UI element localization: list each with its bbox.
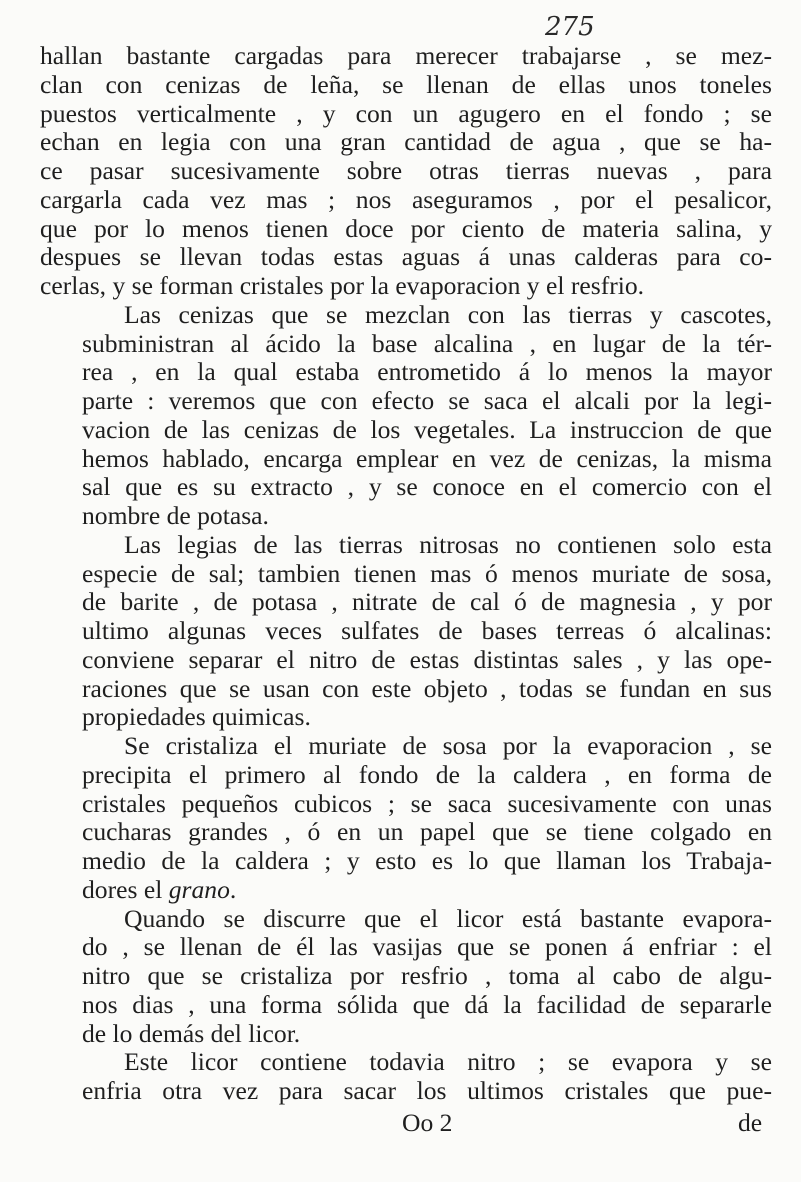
paragraph [40, 732, 772, 905]
text-line: puestos verticalmente , y con un agugero en el fondo ; se [40, 98, 772, 128]
text-line: do , se llenan de él las vasijas que se ponen á enfriar : el [82, 932, 772, 962]
text-line: cargarla cada vez mas ; nos aseguramos , por el pesalicor, [40, 184, 772, 214]
text-line: sal que es su extracto , y se conoce en el comercio con el [82, 472, 772, 502]
paragraph [40, 905, 772, 1049]
text-line: cerlas, y se forman cristales por la evaporacion y el resfrio. [40, 271, 645, 300]
text-line: de lo demás del licor. [82, 1018, 301, 1048]
text-line: cristales pequeños cubicos ; se saca sucesivamente con unas [82, 788, 772, 818]
paragraph [40, 301, 772, 531]
catchword: de [738, 1108, 763, 1137]
text-line: Se cristaliza el muriate de sosa por la evaporacion , se [124, 731, 772, 760]
signature-mark: Oo 2 [402, 1108, 453, 1137]
text-line: parte : veremos que con efecto se saca el alcali por la legi- [82, 386, 772, 415]
text-line: nitro que se cristaliza por resfrio , toma al cabo de algu- [82, 961, 772, 990]
italic-term: grano [168, 874, 230, 904]
text-line: nos dias , una forma sólida que dá la facilidad de separarle [82, 989, 772, 1019]
text-line: vacion de las cenizas de los vegetales. La instruccion de que [82, 414, 772, 444]
text-line: nombre de potasa. [82, 501, 269, 530]
text-line: de barite , de potasa , nitrate de cal ó de magnesia , y por [82, 587, 772, 617]
text-line: hallan bastante cargadas para merecer trabajarse , se mez- [40, 41, 772, 70]
text-line: que por lo menos tienen doce por ciento de materia salina, y [40, 213, 772, 243]
text-line: echan en legia con una gran cantidad de agua , que se ha- [40, 127, 772, 157]
paragraph [40, 42, 772, 301]
text-line: subministran al ácido la base alcalina , en lugar de la tér- [82, 328, 772, 358]
text-line: Quando se discurre que el licor está bastante evapora- [124, 903, 772, 933]
paragraph [40, 1048, 772, 1106]
text-line: Las legias de las tierras nitrosas no contienen solo esta [124, 529, 772, 559]
text-line: propiedades quimicas. [82, 702, 311, 732]
text-line: ultimo algunas veces sulfates de bases terreas ó alcalinas: [82, 616, 772, 645]
text-line: Las cenizas que se mezclan con las tierras y cascotes, [124, 299, 772, 329]
text-line: despues se llevan todas estas aguas á unas calderas para co- [40, 242, 772, 272]
text-line: hemos hablado, encarga emplear en vez de cenizas, la misma [82, 443, 772, 473]
text-line: cucharas grandes , ó en un papel que se tiene colgado en [82, 817, 772, 847]
text-line: medio de la caldera ; y esto es lo que llaman los Trabaja- [82, 846, 772, 875]
page-footer [0, 1108, 801, 1148]
text-line: conviene separar el nitro de estas distintas sales , y las ope- [82, 644, 772, 674]
body-text [40, 42, 772, 1106]
text-line: precipita el primero al fondo de la caldera , en forma de [82, 759, 772, 789]
text-line: especie de sal; tambien tienen mas ó menos muriate de sosa, [82, 558, 772, 588]
text-line: Este licor contiene todavia nitro ; se evapora y se [124, 1047, 772, 1077]
text-line: dores el grano. [82, 874, 237, 904]
text-line: raciones que se usan con este objeto , todas se fundan en sus [82, 673, 772, 703]
text-line: ce pasar sucesivamente sobre otras tierras nuevas , para [40, 156, 772, 185]
text-line: clan con cenizas de leña, se llenan de ellas unos toneles [40, 69, 772, 99]
page-number: 275 [545, 12, 595, 42]
text-line: enfria otra vez para sacar los ultimos cristales que pue- [82, 1076, 772, 1105]
paragraph [40, 531, 772, 732]
text-line: rea , en la qual estaba entrometido á lo menos la mayor [82, 357, 772, 387]
